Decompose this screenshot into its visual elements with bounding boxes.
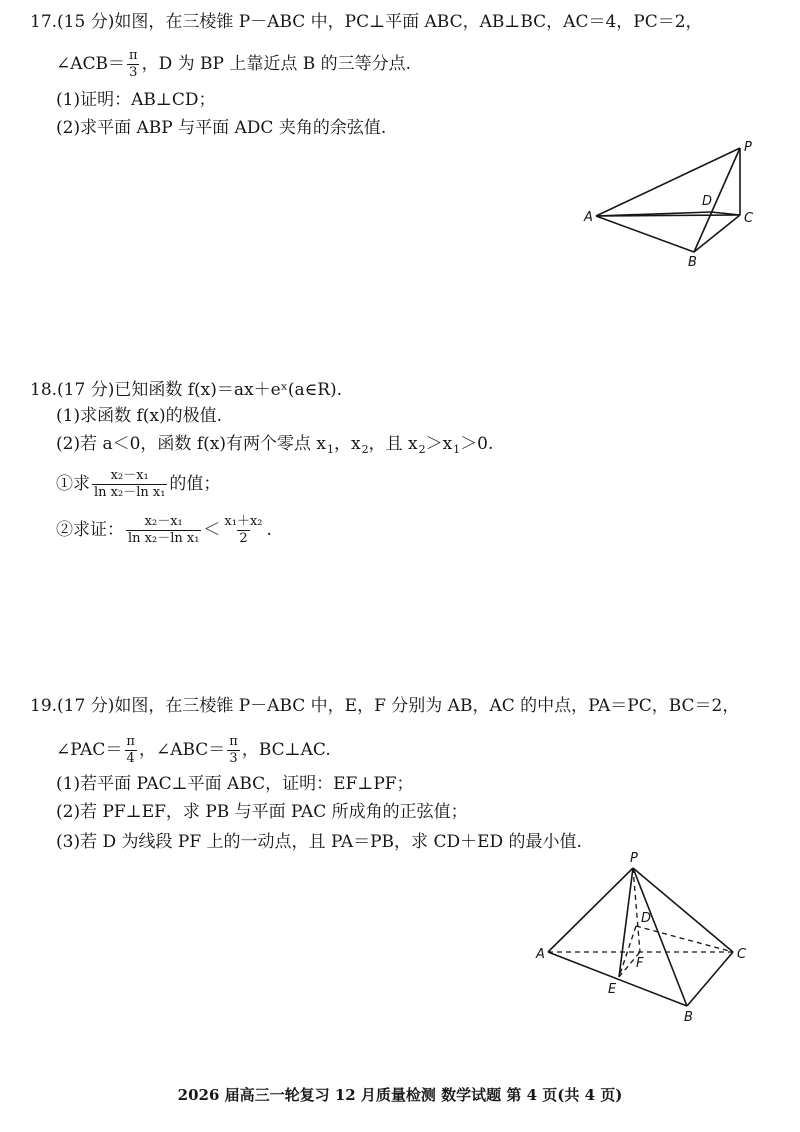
page-footer: 2026 届高三一轮复习 12 月质量检测 数学试题 第 4 页(共 4 页) [177, 1086, 623, 1104]
q17-stem-line1: 17.(15 分)如图，在三棱锥 P－ABC 中，PC⊥平面 ABC，AB⊥BC，AC＝4，PC＝2， [30, 12, 703, 32]
q17-fraction: $\frac{\pi}{3}$ [129, 48, 138, 80]
q19-edge-ab [548, 952, 687, 1006]
q18-sub1-fraction: $\frac{\text{x₂－x₁}}{\text{ln x₂－ln x₁}}$ [94, 468, 166, 500]
q19-label-e: E [608, 982, 617, 997]
q19-edge-pc [633, 868, 733, 952]
q17-label-c: C [744, 211, 754, 226]
q19-label-d: D [641, 911, 652, 926]
q19-stem-line1: 19.(17 分)如图，在三棱锥 P－ABC 中，E，F 分别为 AB，AC 的中点，PA＝PC，BC＝2， [30, 696, 740, 716]
q19-edge-pf [633, 868, 640, 952]
q19-label-a: A [536, 947, 545, 962]
q18-sub2-mean-fraction: $\frac{\text{x₁＋x₂}}{2}$ [224, 514, 263, 546]
q17-point-d-text: ，D 为 BP 上靠近点 B 的三等分点. [141, 54, 412, 74]
q17-label-a: A [584, 210, 593, 225]
q19-edge-pe [619, 868, 633, 977]
q17-part2: (2)求平面 ABP 与平面 ADC 夹角的余弦值. [56, 118, 387, 138]
q19-label-p: P [630, 851, 638, 866]
q19-part3: (3)若 D 为线段 PF 上的一动点，且 PA＝PB，求 CD＋ED 的最小值. [56, 832, 582, 852]
q19-label-b: B [684, 1010, 693, 1025]
q17-label-b: B [688, 255, 697, 270]
q18-sub2: ②求证： $\frac{\text{x₂－x₁}}{\text{ln x₂－ln x₁}}$ ＜ $\frac{\text{x₁＋x₂}}{2}$ . [56, 514, 272, 546]
q17-label-p: P [744, 140, 752, 155]
q17-angle-text: ∠ACB＝ [56, 54, 126, 74]
q19-stem-line2: ∠PAC＝ $\frac{\pi}{4}$ ，∠ABC＝ $\frac{\pi}{3}$ ，BC⊥AC. [56, 734, 331, 766]
q19-label-f: F [636, 956, 644, 971]
q19-fraction-abc: $\frac{\pi}{3}$ [229, 734, 238, 766]
q18-sub1: ①求 $\frac{\text{x₂－x₁}}{\text{ln x₂－ln x₁}}$ 的值； [56, 468, 221, 500]
q19-part1: (1)若平面 PAC⊥平面 ABC，证明：EF⊥PF； [56, 774, 414, 794]
q18-sub2-fraction: $\frac{\text{x₂－x₁}}{\text{ln x₂－ln x₁}}$ [128, 514, 200, 546]
q19-part2: (2)若 PF⊥EF，求 PB 与平面 PAC 所成角的正弦值； [56, 802, 468, 822]
q19-edge-pb [633, 868, 687, 1006]
q17-part1: (1)证明：AB⊥CD； [56, 90, 216, 110]
q18-part1: (1)求函数 f(x)的极值. [56, 406, 223, 426]
q19-edge-pa [548, 868, 633, 952]
q19-edge-bc [687, 952, 733, 1006]
q18-part2: (2)若 a＜0，函数 f(x)有两个零点 $x_1$，$x_2$，且 $x_2>x_1>0$. [56, 434, 494, 456]
q17-label-d: D [702, 194, 713, 209]
q19-fraction-pac: $\frac{\pi}{4}$ [126, 734, 135, 766]
q19-label-c: C [737, 947, 747, 962]
q18-stem: 18.(17 分)已知函数 f(x)＝ax＋eˣ(a∈R). [30, 380, 343, 400]
